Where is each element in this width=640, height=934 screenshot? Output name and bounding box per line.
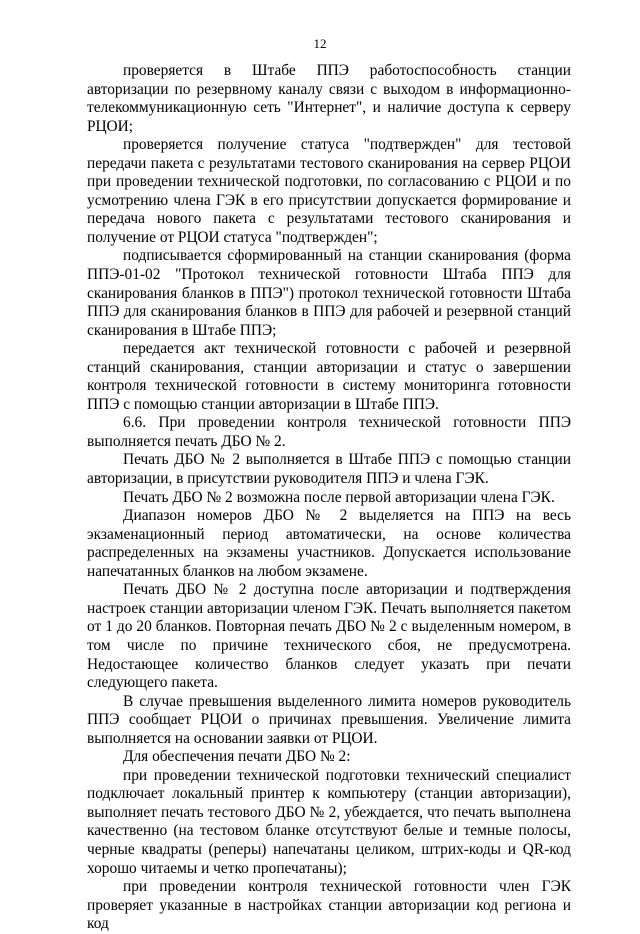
paragraph: проверяется получение статуса "подтвержден" для тестовой передачи пакета с результатами тестового сканирования на сервер РЦОИ при проведении технической подготовки, по согласованию с РЦОИ и по усмотрению члена ГЭК в его присутствии допускается формирование и передача нового пакета с результатами тестового сканирования и получение от РЦОИ статуса "подтвержден"; — [87, 136, 571, 246]
body-text — [87, 62, 571, 934]
paragraph: подписывается сформированный на станции сканирования (форма ППЭ-01-02 "Протокол технической готовности Штаба ППЭ для сканирования бланков в ППЭ") протокол технической готовности Штаба ППЭ для сканирования бланков в ППЭ для рабочей и резервной станций сканирования в Штабе ППЭ; — [87, 247, 571, 339]
paragraph: Печать ДБО № 2 возможна после первой авторизации члена ГЭК. — [123, 488, 555, 506]
page-number: 12 — [313, 36, 327, 51]
paragraph: передается акт технической готовности с рабочей и резервной станций сканирования, станции авторизации и статус о завершении контроля технической готовности в систему мониторинга готовности ППЭ с помощью станции авторизации в Штабе ППЭ. — [87, 340, 571, 413]
paragraph: Диапазон номеров ДБО № 2 выделяется на ППЭ на весь экзаменационный период автоматически, на основе количества распределенных на экзамены участников. Допускается использование напечатанных бланков на любом экзамене. — [87, 507, 571, 580]
paragraph: при проведении контроля технической готовности член ГЭК проверяет указанные в настройках станции авторизации код региона и код — [87, 878, 571, 933]
paragraph: проверяется в Штабе ППЭ работоспособность станции авторизации по резервному каналу связи с выходом в информационно-телекоммуникационную сеть "Интернет", и наличие доступа к серверу РЦОИ; — [87, 62, 571, 135]
paragraph: В случае превышения выделенного лимита номеров руководитель ППЭ сообщает РЦОИ о причинах превышения. Увеличение лимита выполняется на основании заявки от РЦОИ. — [87, 692, 571, 747]
paragraph: Печать ДБО № 2 выполняется в Штабе ППЭ с помощью станции авторизации, в присутствии руководителя ППЭ и члена ГЭК. — [87, 451, 571, 488]
paragraph: Для обеспечения печати ДБО № 2: — [123, 748, 351, 766]
paragraph: 6.6. При проведении контроля технической готовности ППЭ выполняется печать ДБО № 2. — [87, 414, 571, 450]
paragraph: при проведении технической подготовки технический специалист подключает локальный принтер к компьютеру (станции авторизации), выполняет печать тестового ДБО № 2, убеждается, что печать выполнена качественно (на тестовом бланке отсутствуют белые и темные полосы, черные квадраты (реперы) напечатаны целиком, штрих-коды и QR-код хорошо читаемы и четко пропечатаны); — [87, 766, 571, 877]
paragraph: Печать ДБО № 2 доступна после авторизации и подтверждения настроек станции авторизации членом ГЭК. Печать выполняется пакетом от 1 до 20 бланков. Повторная печать ДБО № 2 с выделенным номером, в том числе по причине технического сбоя, не предусмотрена. Недостающее количество бланков следует указать при печати следующего пакета. — [87, 581, 571, 692]
